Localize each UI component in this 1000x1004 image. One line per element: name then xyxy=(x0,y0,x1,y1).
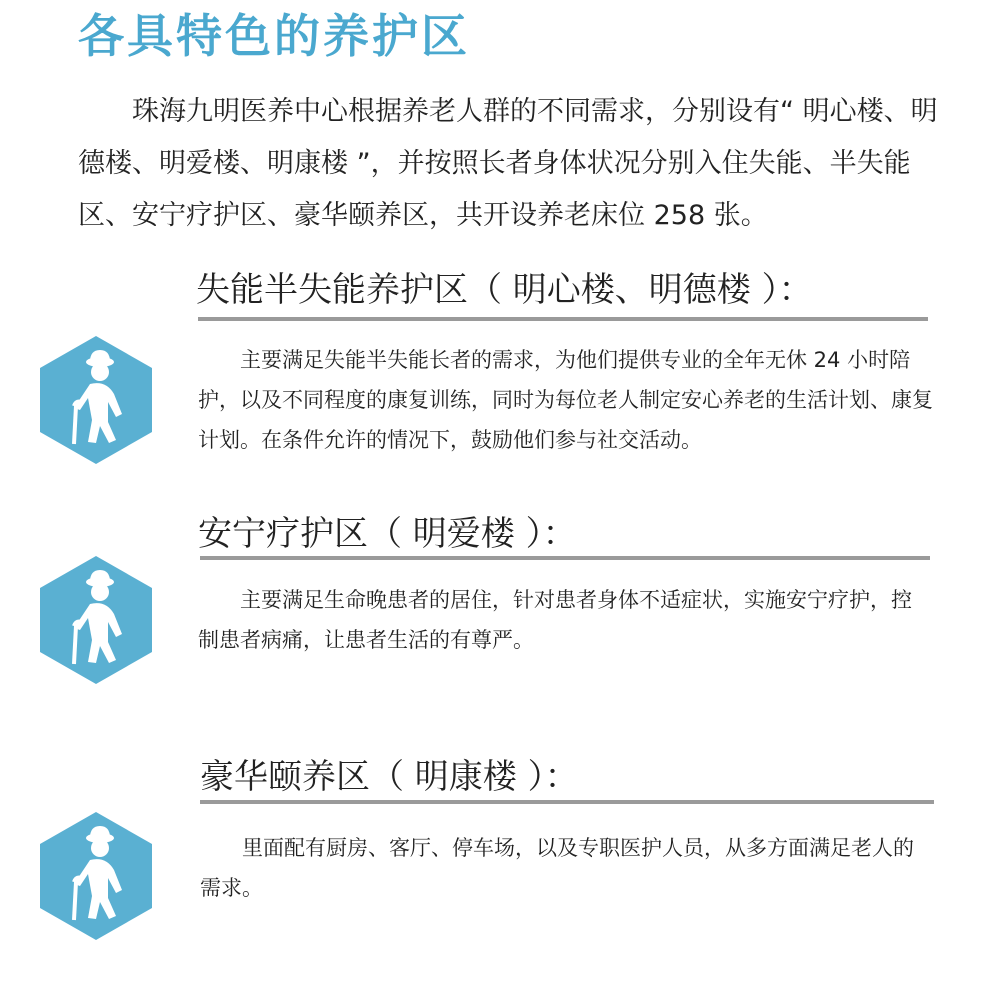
section-heading: 失能半失能养护区（ 明心楼、明德楼 ）： xyxy=(196,270,813,310)
section-divider xyxy=(200,556,930,560)
section-heading: 豪华颐养区（ 明康楼 ）： xyxy=(200,757,579,797)
intro-paragraph: 珠海九明医养中心根据养老人群的不同需求，分别设有“ 明心楼、明德楼、明爱楼、明康楼 ”，并按照长者身体状况分别入住失能、半失能区、安宁疗护区、豪华颐养区，共开设养老床位 258 张。 xyxy=(78,96,938,231)
section-divider xyxy=(200,800,934,804)
page-title: 各具特色的养护区 xyxy=(78,9,470,63)
section-description: 里面配有厨房、客厅、停车场，以及专职医护人员，从多方面满足老人的需求。 xyxy=(200,836,914,900)
section-description: 主要满足生命晚患者的居住，针对患者身体不适症状，实施安宁疗护，控制患者病痛，让患者生活的有尊严。 xyxy=(198,588,912,652)
section-description: 主要满足失能半失能长者的需求，为他们提供专业的全年无休 24 小时陪护，以及不同程度的康复训练，同时为每位老人制定安心养老的生活计划、康复计划。在条件允许的情况下，鼓励他们参与社交活动。 xyxy=(198,348,933,452)
section-heading: 安宁疗护区（ 明爱楼 ）： xyxy=(198,514,577,554)
elderly-person-icon xyxy=(40,556,152,684)
elderly-person-icon xyxy=(40,336,152,464)
elderly-person-icon xyxy=(40,812,152,940)
section-divider xyxy=(198,317,928,321)
